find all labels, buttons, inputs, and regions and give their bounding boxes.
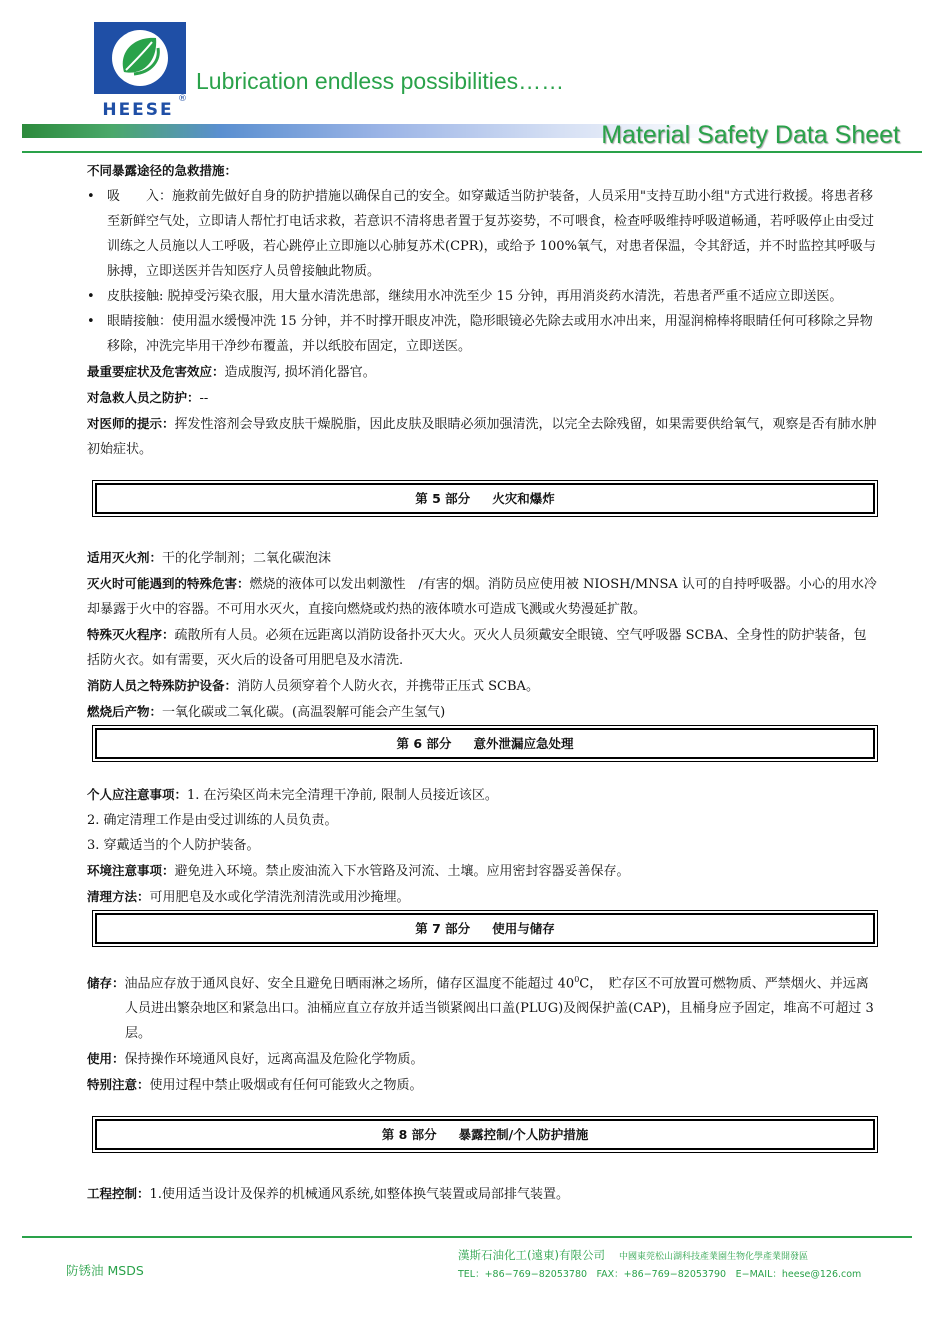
registered-mark: ® [178, 94, 187, 104]
personal-precaution-2: 2. 确定清理工作是由受过训练的人员负责。 [87, 813, 338, 828]
section-8-title: 暴露控制/个人防护措施 [458, 1127, 589, 1143]
engineering-controls: 工程控制：1.使用适当设计及保养的机械通风系统,如整体换气装置或局部排气装置。 [87, 1186, 570, 1203]
section-6-header [92, 725, 878, 762]
usage-text: 使用：保持操作环境通风良好，远离高温及危险化学物质。 [87, 1051, 424, 1068]
section-5-title: 火灾和爆炸 [492, 491, 555, 506]
personal-precaution-3: 3. 穿戴适当的个人防护装备。 [87, 838, 260, 853]
extinguishing-media: 适用灭火剂：干的化学制剂；二氧化碳泡沫 [87, 550, 332, 566]
section-7-number: 第 7 部分 [415, 921, 471, 936]
document-title: Material Safety Data Sheet [601, 121, 900, 149]
cleanup-methods: 清理方法：可用肥皂及水或化学清洗剂清洗或用沙掩埋。 [87, 889, 410, 905]
special-note: 特别注意：使用过程中禁止吸烟或有任何可能致火之物质。 [87, 1077, 423, 1094]
environmental-precautions: 环境注意事项：避免进入环境。禁止废油流入下水管路及河流、土壤。应用密封容器妥善保存。 [87, 863, 630, 879]
personal-precautions: 个人应注意事项：1. 在污染区尚未完全清理干净前, 限制人员接近该区。 [87, 787, 498, 803]
header-divider [22, 151, 922, 153]
section-5-number: 第 5 部分 [415, 491, 471, 506]
footer-address: 中國東莞松山湖科技產業園生物化學產業開發區 [618, 1252, 808, 1262]
section-5-header [92, 480, 878, 517]
section-8-number: 第 8 部分 [381, 1127, 437, 1143]
symptoms-line: 最重要症状及危害效应：造成腹泻, 损坏消化器官。 [87, 364, 376, 380]
combustion-products: 燃烧后产物：一氧化碳或二氧化碳。(高温裂解可能会产生氢气) [87, 704, 446, 720]
firefighter-equipment: 消防人员之特殊防护设备：消防人员须穿着个人防火衣，并携带正压式 SCBA。 [87, 678, 539, 694]
logo-emblem [94, 22, 186, 94]
leaf-icon [94, 22, 186, 94]
company-logo [94, 22, 190, 122]
section-7-title: 使用与储存 [492, 921, 555, 936]
footer-product-name: 防锈油 MSDS [66, 1263, 144, 1278]
doctor-note: 对医师的提示：挥发性溶剂会导致皮肤干燥脱脂，因此皮肤及眼睛必须加强清洗，以完全去除残留，如果需要供给氧气，观察是否有肺水肿初始症状。 [87, 416, 877, 457]
storage-text: 储存：油品应存放于通风良好、安全且避免日晒雨淋之场所，储存区温度不能超过 $40^0C$， 贮存区不可放置可燃物质、严禁烟火、并远离人员进出繁杂地区和紧急出口。油桶应直立存放并适当锁紧阀出口盖(PLUG)及阀保护盖(CAP)，且桶身应予固定，堆高不可超过 3 层。 [87, 975, 874, 1042]
footer-contact: TEL：+86−769−82053780 FAX：+86−769−82053790 E−MAIL：heese@126.com [458, 1269, 862, 1280]
section-7-header [92, 910, 878, 947]
first-aid-inhale: • 吸 入：施救前先做好自身的防护措施以确保自己的安全。如穿戴适当防护装备，人员采用"支持互助小组"方式进行救援。将患者移至新鲜空气处，立即请人帮忙打电话求救，若意识不清将患者置于复苏姿势，不可喂食，检查呼吸维持呼吸道畅通，若呼吸停止由受过训练之人员施以人工呼吸，若心跳停止立即施以心肺复苏术(CPR)，或给予 100%氧气，对患者保温，令其舒适，并不时监控其呼吸与脉搏，立即送医并告知医疗人员曾接触此物质。 [87, 184, 879, 284]
special-hazards: 灭火时可能遇到的特殊危害：燃烧的液体可以发出刺激性 /有害的烟。消防员应使用被 NIOSH/MNSA 认可的自持呼吸器。小心的用水冷却暴露于火中的容器。不可用水灭火，直接向燃烧或灼热的液体喷水可造成飞溅或火势漫延扩散。 [87, 576, 877, 617]
first-aid-eye: • 眼睛接触：使用温水缓慢冲洗 15 分钟，并不时撑开眼皮冲洗，隐形眼镜必先除去或用水冲出来，用湿润棉棒将眼睛任何可移除之异物移除，冲洗完毕用干净纱布覆盖，并以纸胶布固定，立即送医。 [87, 309, 879, 359]
first-aid-skin: • 皮肤接触: 脱掉受污染衣服，用大量水清洗患部，继续用水冲洗至少 15 分钟，再用消炎药水清洗，若患者严重不适应立即送医。 [87, 284, 879, 309]
section-6-number: 第 6 部分 [396, 736, 452, 751]
footer-company: 漢斯石油化工(遠東)有限公司 中國東莞松山湖科技產業園生物化學產業開發區 [458, 1248, 808, 1262]
document-body [87, 158, 879, 1207]
rescuer-line: 对急救人员之防护：-- [87, 390, 209, 406]
section-6-title: 意外泄漏应急处理 [473, 736, 574, 751]
firefighting-procedure: 特殊灭火程序：疏散所有人员。必须在远距离以消防设备扑灭大火。灭火人员须戴安全眼镜、空气呼吸器 SCBA、全身性的防护装备，包括防火衣。如有需要，灭火后的设备可用肥皂及水清洗. [87, 627, 867, 668]
first-aid-heading: 不同暴露途径的急救措施： [87, 163, 238, 178]
footer-divider [22, 1236, 912, 1238]
section-8-header [92, 1116, 878, 1153]
logo-text: HEESE [102, 100, 174, 120]
tagline: Lubrication endless possibilities…… [196, 68, 565, 94]
